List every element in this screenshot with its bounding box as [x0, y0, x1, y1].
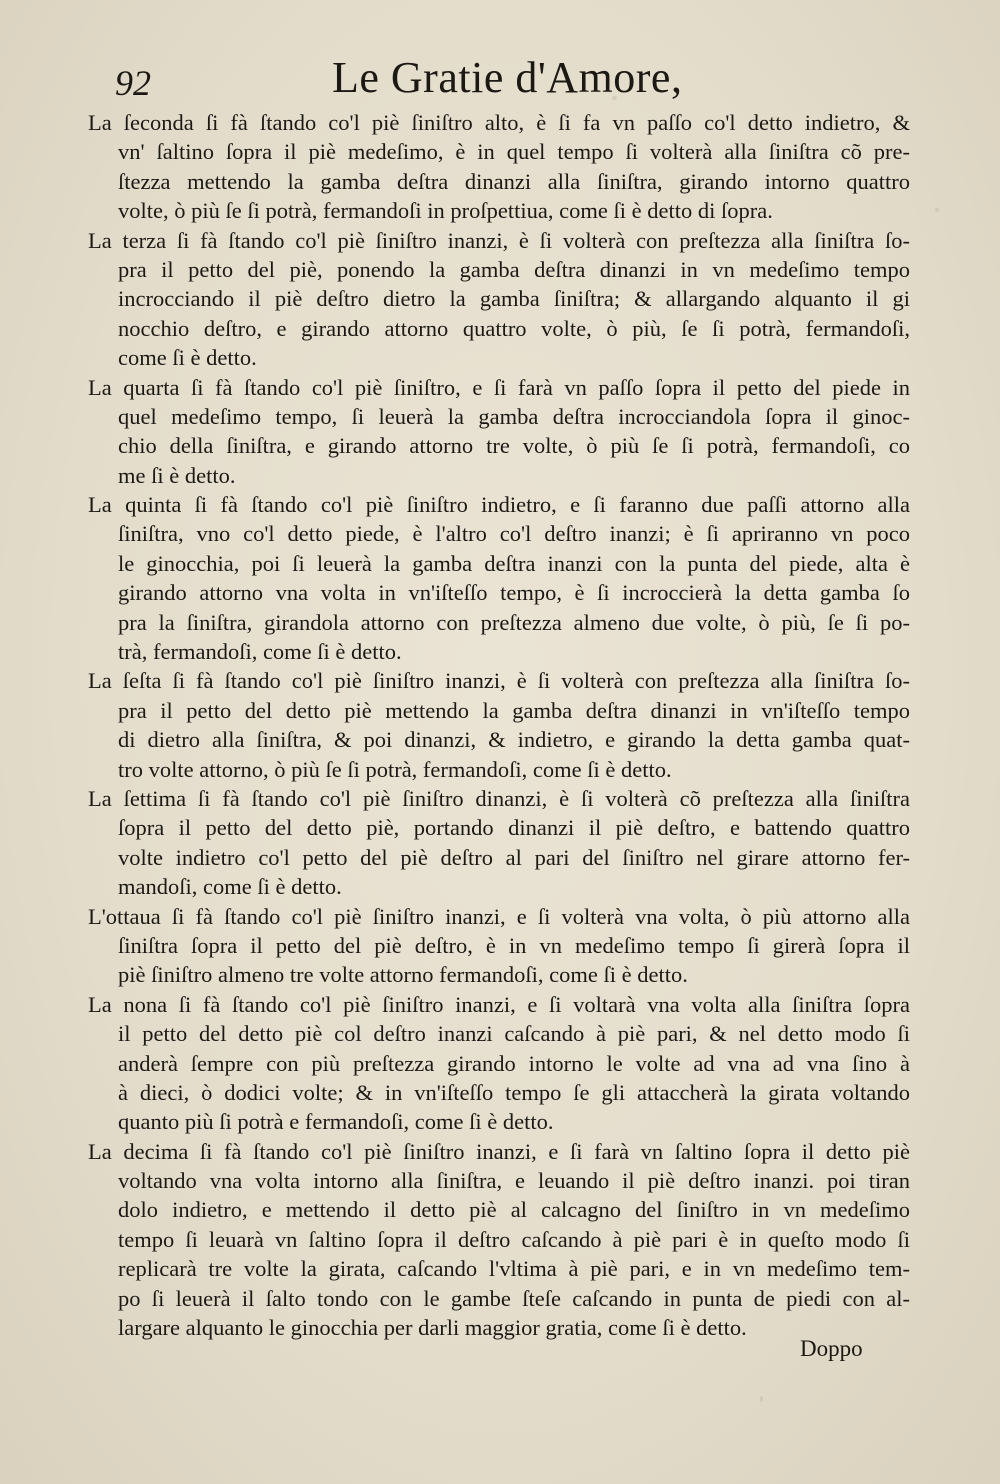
text-line: anderà ſempre con più preſtezza girando intorno le volte ad vna ad vna ſino à — [118, 1050, 910, 1076]
text-line: ſiniſtra ſopra il petto del piè deſtro, è in vn medeſimo tempo ſi girerà ſopra il — [118, 932, 910, 958]
text-line: come ſi è detto. — [118, 345, 257, 371]
paragraph — [88, 108, 910, 226]
text-line: le ginocchia, poi ſi leuerà la gamba deſtra inanzi con la punta del piede, alta è — [118, 550, 910, 576]
paragraph — [88, 666, 910, 784]
text-line: La ſeconda ſi fà ſtando co'l piè ſiniſtro alto, è ſi fa vn paſſo co'l detto indietro, & — [88, 110, 910, 135]
paragraph — [88, 373, 910, 491]
page-number: 92 — [115, 63, 151, 103]
running-title: Le Gratie d'Amore, — [332, 53, 683, 102]
text-line: quanto più ſi potrà e fermandoſi, come ſi è detto. — [118, 1109, 554, 1135]
text-line: me ſi è detto. — [118, 462, 236, 488]
text-line: di dietro alla ſiniſtra, & poi dinanzi, & indietro, e girando la detta gamba quat- — [118, 727, 910, 753]
catchword: Doppo — [800, 1336, 863, 1361]
text-line: pra il petto del detto piè mettendo la gamba deſtra dinanzi in vn'iſteſſo tempo — [118, 697, 910, 723]
text-line: La quarta ſi fà ſtando co'l piè ſiniſtro, e ſi farà vn paſſo ſopra il petto del piede in — [88, 374, 910, 400]
paper-spot — [935, 208, 939, 212]
text-line: La nona ſi fà ſtando co'l piè ſiniſtro inanzi, e ſi voltarà vna volta alla ſiniſtra ſopra — [88, 991, 910, 1017]
text-line: volte indietro co'l petto del piè deſtro al pari del ſiniſtro nel girare attorno fer- — [118, 844, 910, 870]
paragraph — [88, 990, 910, 1137]
body-text — [88, 108, 910, 1342]
page-header — [110, 52, 683, 103]
text-line: La ſeſta ſi fà ſtando co'l piè ſiniſtro inanzi, è ſi volterà con preſtezza alla ſiniſtra ſo- — [88, 668, 910, 694]
text-line: quel medeſimo tempo, ſi leuerà la gamba deſtra incrocciandola ſopra il ginoc- — [118, 403, 910, 429]
text-line: ſiniſtra, vno co'l detto piede, è l'altro co'l deſtro inanzi; è ſi apriranno vn poco — [118, 521, 910, 547]
text-line: incrocciando il piè deſtro dietro la gamba ſiniſtra; & allargando alquanto il gi — [118, 286, 910, 312]
text-line: La ſettima ſi fà ſtando co'l piè ſiniſtro dinanzi, è ſi volterà cõ preſtezza alla ſiniſtra — [88, 785, 910, 811]
paper-spot — [760, 1396, 763, 1402]
text-line: dolo indietro, e mettendo il detto piè al calcagno del ſiniſtro in vn medeſimo — [118, 1197, 910, 1223]
text-line: L'ottaua ſi fà ſtando co'l piè ſiniſtro inanzi, e ſi volterà vna volta, ò più attorno alla — [88, 903, 910, 929]
text-line: replicarà tre volte la girata, caſcando l'vltima à piè pari, e in vn medeſimo tem- — [118, 1256, 910, 1282]
text-line: girando attorno vna volta in vn'iſteſſo tempo, è ſi incroccierà la detta gamba ſo — [118, 580, 910, 606]
text-line: mandoſi, come ſi è detto. — [118, 874, 342, 900]
text-line: tempo ſi leuarà vn ſaltino ſopra il deſtro caſcando à piè pari è in queſto modo ſi — [118, 1226, 910, 1252]
paragraph — [88, 902, 910, 990]
text-line: po ſi leuerà il ſalto tondo con le gambe ſteſe caſcando in punta de piedi con al- — [118, 1285, 910, 1311]
text-line: à dieci, ò dodici volte; & in vn'iſteſſo tempo ſe gli attaccherà la girata voltando — [118, 1079, 910, 1105]
paragraph — [88, 784, 910, 902]
text-line: ſtezza mettendo la gamba deſtra dinanzi alla ſiniſtra, girando intorno quattro — [118, 168, 910, 194]
text-line: piè ſiniſtro almeno tre volte attorno fermandoſi, come ſi è detto. — [118, 962, 688, 988]
paragraph — [88, 1137, 910, 1343]
text-line: il petto del detto piè col deſtro inanzi caſcando à piè pari, & nel detto modo ſi — [118, 1021, 910, 1047]
text-line: pra la ſiniſtra, girandola attorno con preſtezza almeno due volte, ò più, ſe ſi po- — [118, 609, 910, 635]
paragraph — [88, 490, 910, 666]
text-line: tro volte attorno, ò più ſe ſi potrà, fermandoſi, come ſi è detto. — [118, 756, 672, 782]
text-line: volte, ò più ſe ſi potrà, fermandoſi in proſpettiua, come ſi è detto di ſopra. — [118, 198, 773, 224]
text-line: nocchio deſtro, e girando attorno quattro volte, ò più, ſe ſi potrà, fermandoſi, — [118, 315, 910, 341]
text-line: ſopra il petto del detto piè, portando dinanzi il piè deſtro, e battendo quattro — [118, 815, 910, 841]
text-line: chio della ſiniſtra, e girando attorno tre volte, ò più ſe ſi potrà, fermandoſi, co — [118, 433, 910, 459]
text-line: pra il petto del piè, ponendo la gamba deſtra dinanzi in vn medeſimo tempo — [118, 256, 910, 282]
text-line: La decima ſi fà ſtando co'l piè ſiniſtro inanzi, e ſi farà vn ſaltino ſopra il detto piè — [88, 1138, 910, 1164]
text-line: largare alquanto le ginocchia per darli maggior gratia, come ſi è detto. — [118, 1315, 747, 1341]
text-line: voltando vna volta intorno alla ſiniſtra, e leuando il piè deſtro inanzi. poi tiran — [118, 1168, 910, 1194]
text-line: La quinta ſi fà ſtando co'l piè ſiniſtro indietro, e ſi faranno due paſſi attorno alla — [88, 492, 910, 518]
text-line: vn' ſaltino ſopra il piè medeſimo, è in quel tempo ſi volterà alla ſiniſtra cõ pre- — [118, 139, 910, 165]
paragraph — [88, 226, 910, 373]
text-line: trà, fermandoſi, come ſi è detto. — [118, 639, 402, 665]
text-line: La terza ſi fà ſtando co'l piè ſiniſtro inanzi, è ſi volterà con preſtezza alla ſiniſtra ſo- — [88, 227, 910, 253]
